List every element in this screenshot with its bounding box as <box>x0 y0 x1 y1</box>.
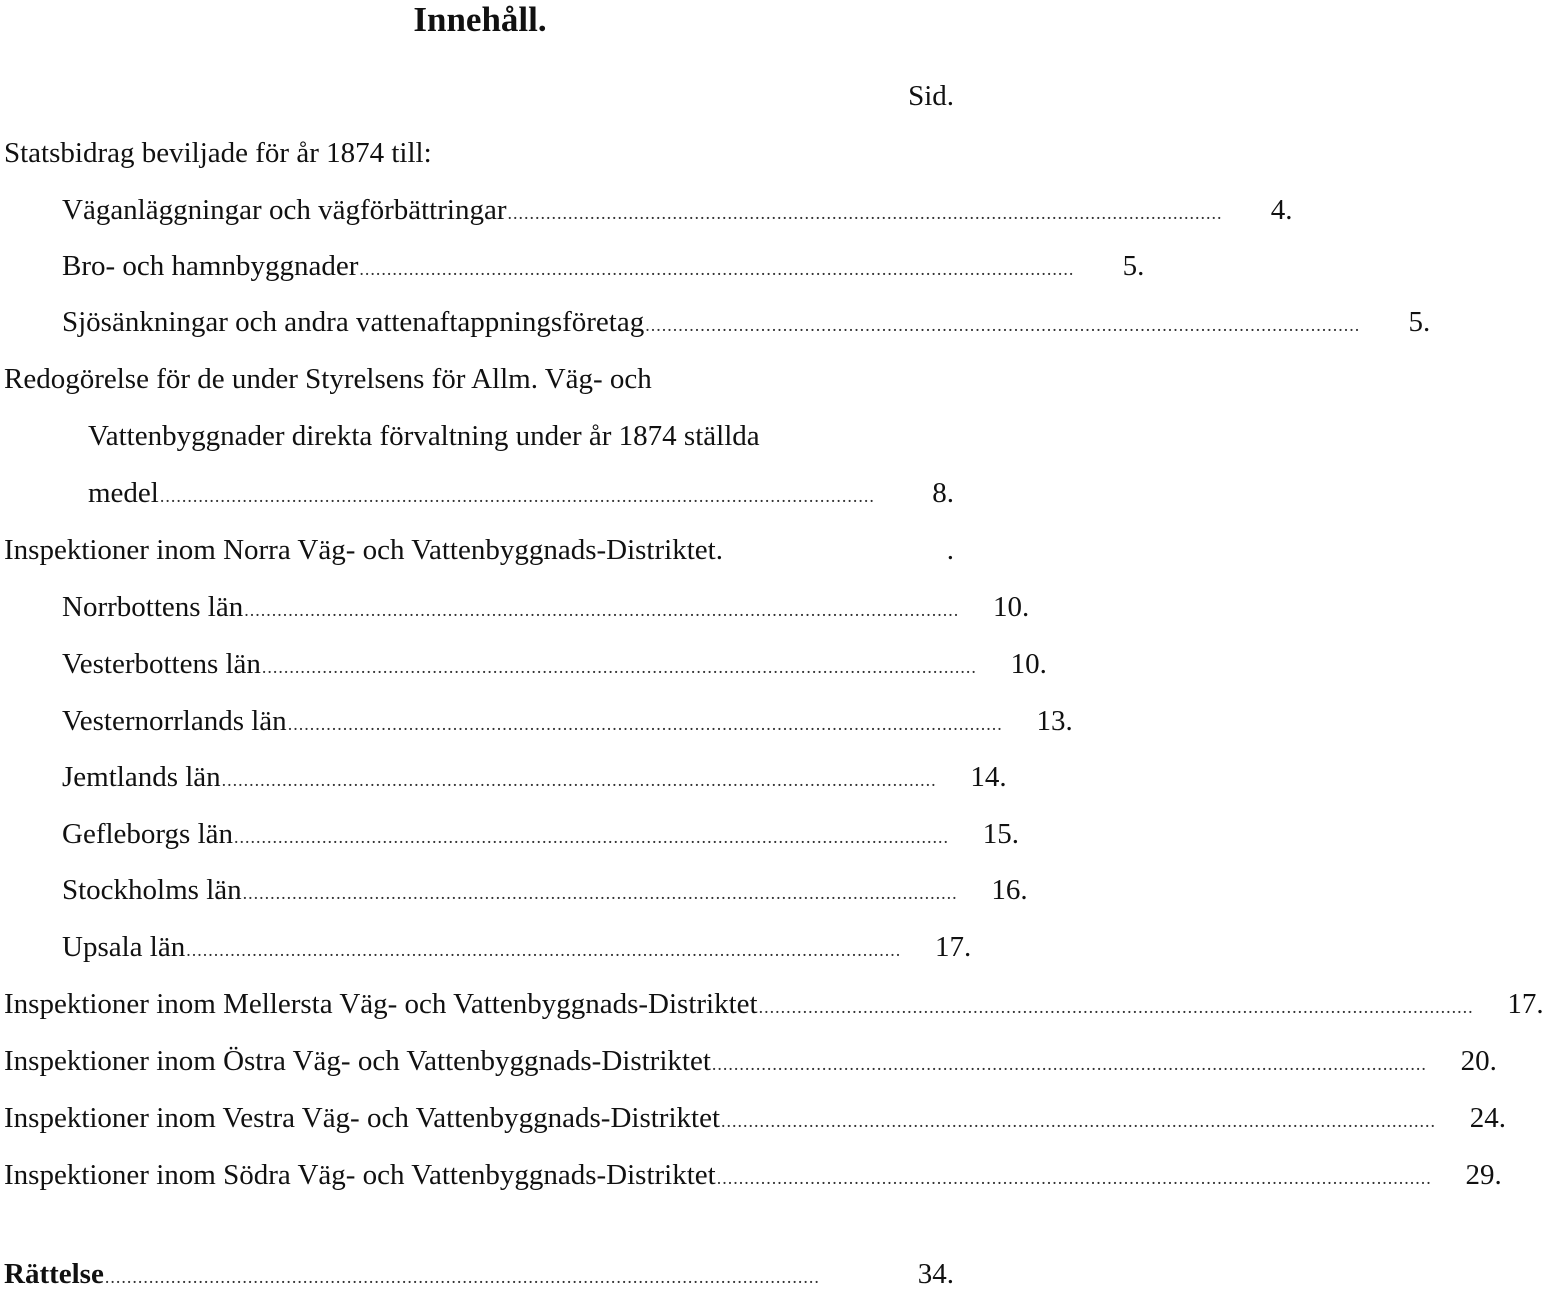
dot-leader: .................................................................................................................................. <box>721 1111 1437 1131</box>
toc-entry-label: Bro- och hamnbyggnader <box>62 250 359 282</box>
toc-entry-label: Inspektioner inom Östra Väg- och Vattenbyggnads-Distriktet <box>4 1045 711 1077</box>
toc-entry-label: Vesternorrlands län <box>62 705 287 737</box>
dot-leader: .................................................................................................................................. <box>261 657 977 677</box>
dot-leader: .................................................................................................................................. <box>186 940 902 960</box>
toc-entry-page: 10. <box>1010 648 1047 680</box>
dot-leader: .................................................................................................................................. <box>234 827 949 847</box>
toc-entry-page: 34. <box>917 1258 954 1290</box>
toc-entry-page: 20. <box>1460 1045 1497 1077</box>
toc-entry-page: 13. <box>1036 705 1073 737</box>
toc-entry-page: 17. <box>1507 988 1544 1020</box>
dot-leader: .................................................................................................................................. <box>244 600 960 620</box>
dot-leader: .................................................................................................................................. <box>507 203 1223 223</box>
toc-entry-label: Väganläggningar och vägförbättringar <box>62 194 507 226</box>
toc-entry-label: Inspektioner inom Mellersta Väg- och Vattenbyggnads-Distriktet <box>4 988 758 1020</box>
norra-trailing-dot: . <box>946 534 954 566</box>
statsbidrag-heading: Statsbidrag beviljade för år 1874 till: <box>4 137 432 169</box>
toc-entry <box>62 701 1073 744</box>
toc-entry-page: 10. <box>992 591 1030 623</box>
toc-entry-label: medel <box>88 477 159 509</box>
redogorelse-line-1: Redogörelse för de under Styrelsens för Allm. Väg- och <box>4 363 652 395</box>
dot-leader: .................................................................................................................................. <box>221 770 937 790</box>
toc-entry-label: Norrbottens län <box>62 591 244 623</box>
dot-leader: .................................................................................................................................. <box>645 315 1361 335</box>
toc-entry <box>62 870 1028 913</box>
dot-leader: .................................................................................................................................. <box>716 1168 1432 1188</box>
dot-leader: .................................................................................................................................. <box>758 997 1474 1017</box>
toc-entry <box>62 246 1145 289</box>
toc-entry-page: 4. <box>1270 194 1293 226</box>
toc-entry-label: Jemtlands län <box>62 761 221 793</box>
page-title: Innehåll. <box>413 0 547 39</box>
page-column-header: Sid. <box>908 80 954 112</box>
toc-entry-label: Rättelse <box>4 1258 104 1290</box>
dot-leader: .................................................................................................................................. <box>287 714 1003 734</box>
toc-entry-page: 15. <box>982 818 1019 850</box>
toc-entry-page: 8. <box>932 477 954 509</box>
toc-entry-page: 24. <box>1469 1102 1507 1134</box>
toc-entry-label: Upsala län <box>62 931 186 963</box>
toc-entry-label: Sjösänkningar och andra vattenaftappningsföretag <box>62 306 645 338</box>
norra-heading: Inspektioner inom Norra Väg- och Vattenbyggnads-Distriktet. <box>4 534 723 566</box>
toc-entry-page: 14. <box>970 761 1007 793</box>
toc-entry <box>4 1041 1497 1084</box>
dot-leader: .................................................................................................................................. <box>104 1267 820 1287</box>
toc-entry-label: Stockholms län <box>62 874 242 906</box>
toc-entry-label: Gefleborgs län <box>62 818 233 850</box>
toc-entry <box>62 927 972 970</box>
toc-entry <box>62 302 1431 345</box>
dot-leader: .................................................................................................................................. <box>159 486 875 506</box>
toc-entry <box>4 1098 1507 1141</box>
toc-entry-label: Vesterbottens län <box>62 648 261 680</box>
toc-entry <box>62 190 1293 233</box>
dot-leader: .................................................................................................................................. <box>359 259 1075 279</box>
toc-entry-label: Inspektioner inom Södra Väg- och Vattenbyggnads-Distriktet <box>4 1159 716 1191</box>
toc-entry <box>62 814 1019 857</box>
toc-entry <box>62 644 1047 687</box>
toc-entry <box>88 473 954 516</box>
toc-entry-page: 5. <box>1408 306 1431 338</box>
toc-entry <box>4 1155 1502 1198</box>
toc-entry-page: 29. <box>1465 1159 1502 1191</box>
toc-entry <box>62 587 1030 630</box>
toc-entry-page: 17. <box>934 931 972 963</box>
toc-entry-page: 5. <box>1122 250 1145 282</box>
toc-entry-label: Inspektioner inom Vestra Väg- och Vattenbyggnads-Distriktet <box>4 1102 721 1134</box>
redogorelse-line-2: Vattenbyggnader direkta förvaltning under år 1874 ställda <box>88 420 760 452</box>
toc-entry-rattelse <box>4 1254 954 1297</box>
toc-entry <box>62 757 1007 800</box>
dot-leader: .................................................................................................................................. <box>711 1054 1427 1074</box>
toc-entry <box>4 984 1544 1027</box>
dot-leader: .................................................................................................................................. <box>242 883 958 903</box>
toc-entry-page: 16. <box>991 874 1028 906</box>
